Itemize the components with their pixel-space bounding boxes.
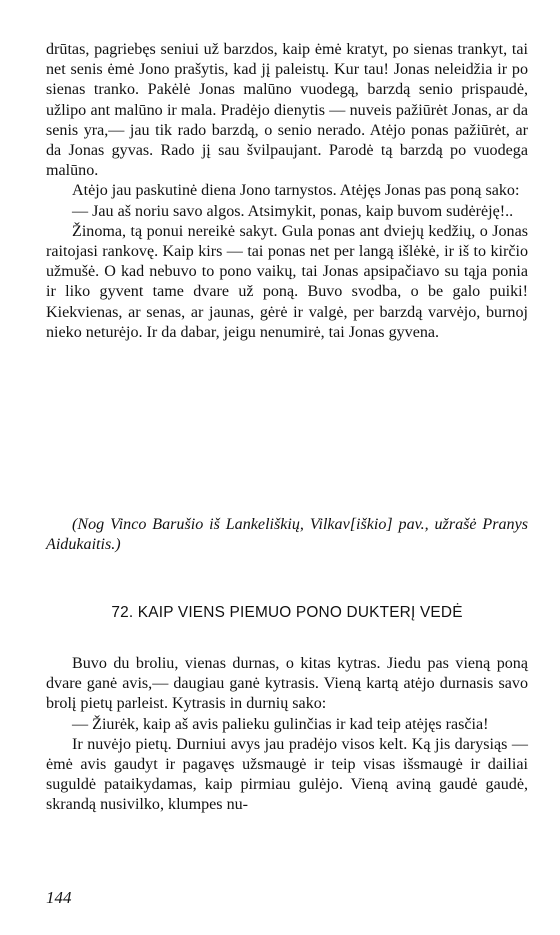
page-number: 144 bbox=[46, 888, 72, 907]
dialogue-paragraph: — Žiurėk, kaip aš avis palieku gulinčias ir kad teip atėjęs rasčia! bbox=[72, 715, 489, 733]
book-page bbox=[46, 40, 528, 920]
dialogue-paragraph: — Jau aš noriu savo algos. Atsimykit, ponas, kaip buvom sudėrėję!.. bbox=[72, 202, 514, 220]
paragraph: Ir nuvėjo pietų. Durniui avys jau pradėjo visos kelt. Ką jis darysiąs — ėmė avis gaudyt ir pagavęs užsmaugė ir teip visas išsmaugė ir dailiai suguldė pataikydamas, kaip pirmiau gulėjo. Vieną aviną gaudė gaudė, skrandą nusivilko, klumpes nu- bbox=[46, 735, 528, 814]
story-heading: 72. KAIP VIENS PIEMUO PONO DUKTERĮ VEDĖ bbox=[111, 604, 463, 621]
paragraph: drūtas, pagriebęs seniui už barzdos, kaip ėmė kratyt, po sienas trankyt, tai net senis ėmė Jono prašytis, kad jį paleistų. Kur tau! Jonas neleidžia ir po sienas tranko. Pakėlė Jonas malūno vuodegą, barzdą senio prispaudė, užlipo ant malūno ir mala. Pradėjo dienytis — nuveis pažiūrėt Jonas, ar da senis yra,— jau tik rado barzdą, o senio nerado. Atėjo ponas pažiūrėt, ar da Jonas gyvas. Rado jį sau švilpaujant. Parodė tą barzdą po vuodega malūno. bbox=[46, 41, 528, 180]
paragraph: Atėjo jau paskutinė diena Jono tarnystos. Atėjęs Jonas pas poną sako: bbox=[72, 182, 520, 200]
story-body bbox=[46, 654, 528, 816]
paragraph: Buvo du broliu, vienas durnas, o kitas kytras. Jiedu pas vieną poną dvare ganė avis,— daugiau ganė kytrasis. Vieną kartą atėjo durnasis savo brolį pietų parleist. Kytrasis in durnių sako: bbox=[46, 655, 528, 713]
source-note: (Nog Vinco Barušio iš Lankeliškių, Vilkav[iškio] pav., užrašė Pranys Aidukaitis.) bbox=[46, 516, 528, 554]
paragraph: Žinoma, tą ponui nereikė sakyt. Gula ponas ant dviejų kedžių, o Jonas raitojasi rankovę. Kaip kirs — tai ponas net per langą išlėkė, ir iš to kirčio užmušė. O kad nebuvo to pono vaikų, tai Jonas apsipačiavo su tąja ponia ir liko gyvent tame dvare už poną. Buvo svodba, o be galo puiki! Kiekvienas, ar senas, ar jaunas, gėrė ir valgė, per barzdą varvėjo, burnoj nieko neturėjo. Ir da dabar, jeigu nenumirė, tai Jonas gyvena. bbox=[46, 222, 528, 341]
story-continuation bbox=[46, 40, 528, 343]
